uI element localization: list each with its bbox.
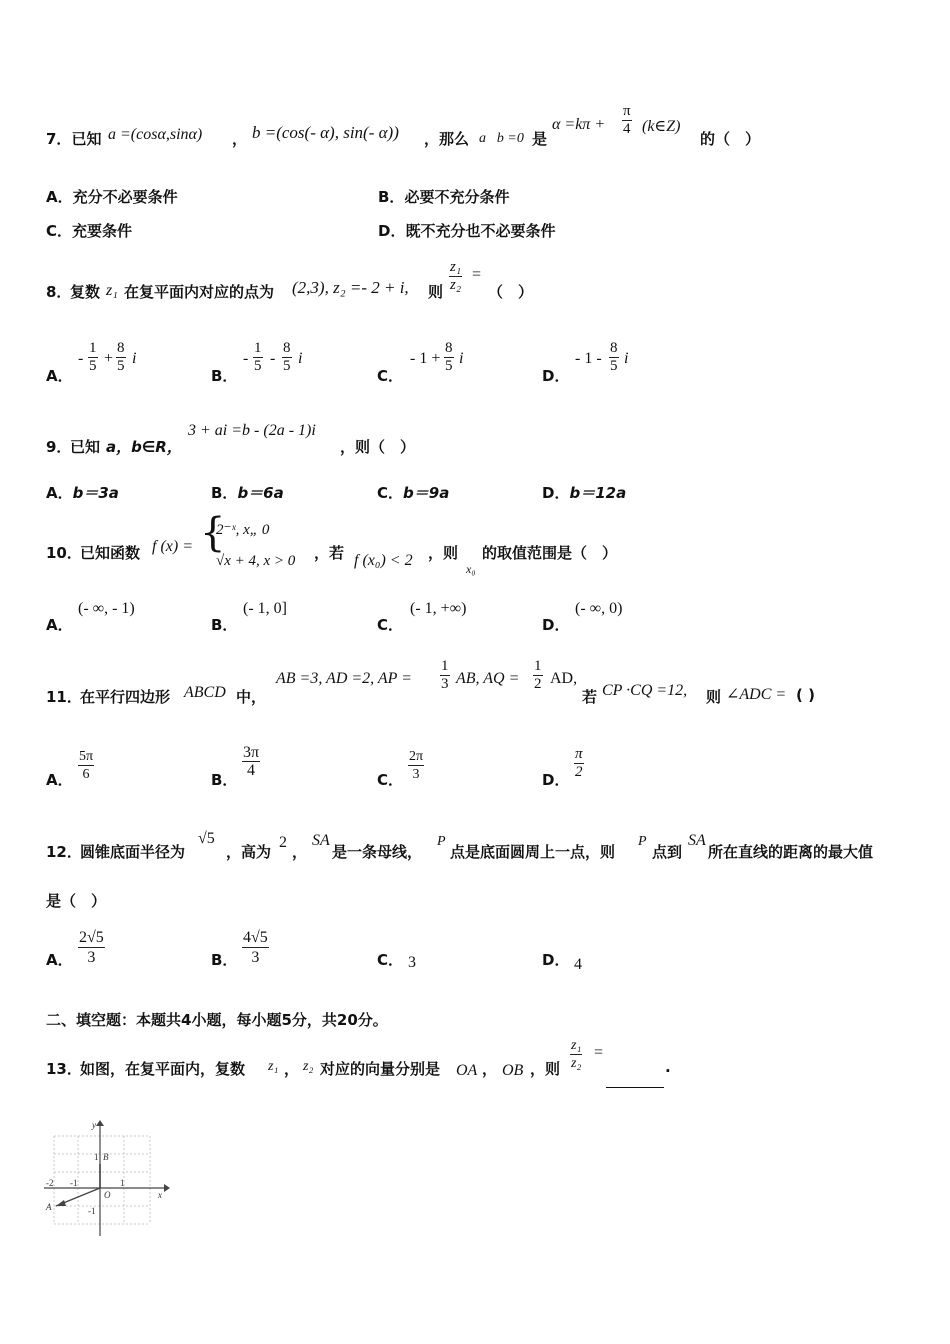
q13-period: . (665, 1058, 671, 1076)
frac-den: 5 (117, 358, 125, 374)
q13-ob: OB (502, 1062, 524, 1079)
frac-den: 5 (610, 358, 618, 374)
option-label: C． (377, 367, 404, 385)
frac-den: z₂ (571, 1056, 582, 1071)
option-label: B． (211, 616, 238, 634)
q7-option-d[interactable] (378, 220, 555, 241)
q8-num: 8． (46, 283, 72, 301)
option-frac2 (116, 340, 126, 375)
option-text: 既不充分也不必要条件 (405, 222, 556, 240)
q8-point: (2,3), z₂ =- 2 + i, (292, 278, 409, 297)
q9-option-b[interactable] (211, 482, 284, 503)
q7-text3: ，那么 (424, 130, 470, 148)
vector-oa-arrow-icon (56, 1200, 66, 1206)
q8-eq: = (472, 266, 482, 283)
frac-den: 2 (534, 676, 542, 692)
q7-alpha-expr: α =kπ + (552, 116, 606, 133)
option-text: (- 1, 0] (243, 600, 287, 617)
option-label: D． (542, 951, 570, 969)
option-text: 必要不充分条件 (404, 188, 510, 206)
option-i: i (459, 350, 464, 367)
frac-num: 1 (534, 658, 542, 674)
option-text: b＝9a (403, 484, 450, 502)
q13-fraction (570, 1037, 582, 1072)
option-frac (78, 928, 105, 967)
tick-1x: 1 (120, 1178, 125, 1188)
q11-text3: 若 (582, 688, 598, 706)
option-label: A． (46, 188, 73, 206)
q7-text4: 是 (532, 130, 548, 148)
frac-num: 2π (409, 749, 424, 764)
frac-den: 3 (251, 949, 260, 966)
option-label: C． (377, 951, 404, 969)
option-i: i (298, 350, 303, 367)
frac-num: 3π (243, 744, 260, 761)
option-label: D． (542, 771, 570, 789)
q7-line (46, 128, 101, 149)
option-label: D． (542, 616, 570, 634)
option-text: 充分不必要条件 (72, 188, 178, 206)
q7-pi-over-4 (622, 103, 632, 138)
option-label: A． (46, 771, 73, 789)
q10-text2: ，若 (314, 544, 345, 562)
frac-num: 5π (79, 749, 94, 764)
option-frac1 (88, 340, 98, 375)
frac-num: π (575, 746, 583, 762)
option-sign: - (243, 350, 249, 367)
q13-text3: ，则 (530, 1060, 561, 1078)
q12-sa: SA (312, 832, 330, 849)
frac-den: z₂ (450, 277, 462, 293)
option-text: 4 (574, 956, 582, 973)
frac-num: z₁ (450, 259, 462, 275)
option-i: i (624, 350, 629, 367)
option-text: (- 1, +∞) (410, 600, 467, 617)
q8-text1: 复数 (70, 283, 101, 301)
frac-den: 4 (247, 762, 256, 779)
frac-num: 8 (117, 340, 125, 356)
q9-option-c[interactable] (377, 482, 449, 503)
point-a-label: A (46, 1202, 52, 1212)
q12-radius: √5 (198, 830, 215, 847)
q7-vec-b: b =(cos(- α), sin(- α)) (252, 123, 399, 142)
option-label: A． (46, 951, 73, 969)
frac-den: 4 (623, 121, 631, 137)
option-frac (242, 744, 260, 779)
q11-num: 11． (46, 688, 82, 706)
origin-label: O (104, 1190, 111, 1200)
frac-num: π (623, 103, 631, 119)
option-label: C． (46, 222, 73, 240)
q8-fraction (449, 259, 462, 294)
q10-text3: ，则 (428, 544, 459, 562)
tick-neg1y: -1 (88, 1206, 96, 1216)
option-frac (609, 340, 619, 375)
q11-given1: AB =3, AD =2, AP = (276, 670, 412, 687)
q13-comma: ， (284, 1060, 300, 1078)
complex-plane-figure (40, 1118, 170, 1240)
q9-option-a[interactable] (46, 482, 119, 503)
q11-frac1 (440, 658, 450, 693)
option-frac2 (282, 340, 292, 375)
q7-cond: a⃞b =0 (479, 131, 524, 146)
q13-text2: 对应的向量分别是 (320, 1060, 441, 1078)
q10-case2: √x + 4, x > 0 (216, 553, 296, 569)
q10-case1: 2⁻ˣ, x„ 0 (216, 522, 270, 538)
option-text: (- ∞, 0) (575, 600, 623, 617)
q12-p: P (437, 834, 446, 849)
frac-den: 3 (412, 767, 420, 782)
q7-text2: ， (232, 130, 248, 148)
q12-text1: 圆锥底面半径为 (80, 843, 186, 861)
q8-paren: （ ） (488, 283, 534, 301)
frac-num: 4√5 (243, 929, 268, 946)
option-label: A． (46, 367, 73, 385)
option-sign: - (78, 350, 84, 367)
q11-abcd: ABCD (184, 684, 226, 701)
option-frac (78, 748, 94, 783)
q10-text4: 的取值范围是（ ） (482, 544, 618, 562)
q11-given3: AD, (550, 670, 578, 687)
option-label: D． (542, 367, 570, 385)
y-axis-arrow-icon (96, 1120, 104, 1126)
q10-x0: x₀ (466, 562, 476, 576)
option-label: A． (46, 484, 73, 502)
option-label: B． (211, 951, 238, 969)
grid (54, 1136, 150, 1224)
q7-text5: 的（ ） (700, 130, 761, 148)
option-label: B． (378, 188, 405, 206)
frac-num: 1 (441, 658, 449, 674)
option-op: + (104, 350, 114, 367)
q12-text3: ， (292, 843, 308, 861)
q12-sa2: SA (688, 832, 706, 849)
frac-num: 1 (89, 340, 97, 356)
q13-comma2: ， (482, 1060, 498, 1078)
q10-brace: { (200, 510, 226, 556)
q7-option-c[interactable] (46, 220, 132, 241)
q12-text5: 点是底面圆周上一点，则 (450, 843, 616, 861)
q11-text4: 则 (706, 688, 722, 706)
option-frac (408, 748, 424, 783)
option-label: C． (377, 484, 404, 502)
q7-k-in-z: (k∈Z) (642, 118, 681, 135)
q8-text3: 则 (428, 283, 444, 301)
frac-den: 3 (441, 676, 449, 692)
option-label: B． (211, 367, 238, 385)
option-frac (574, 746, 584, 781)
q10-num: 10． (46, 544, 82, 562)
point-b-label: B (103, 1152, 109, 1162)
frac-num: 8 (445, 340, 453, 356)
option-label: A． (46, 616, 73, 634)
q12-num: 12． (46, 843, 82, 861)
q11-text2: 中， (236, 688, 267, 706)
option-frac (242, 928, 269, 967)
frac-num: 2√5 (79, 929, 104, 946)
frac-num: z₁ (571, 1038, 582, 1053)
q9-vars: a，b∈R， (106, 438, 182, 456)
q12-text4: 是一条母线， (332, 843, 423, 861)
q9-option-d[interactable] (542, 482, 626, 503)
frac-den: 5 (283, 358, 291, 374)
option-text: 充要条件 (72, 222, 133, 240)
q7-option-a[interactable] (46, 186, 178, 207)
q13-text1: 如图，在复平面内，复数 (80, 1060, 246, 1078)
q13-num: 13． (46, 1060, 82, 1078)
option-text: b＝3a (72, 484, 119, 502)
option-label: B． (211, 484, 238, 502)
q11-text1: 在平行四边形 (80, 688, 171, 706)
option-i: i (132, 350, 137, 367)
q11-angle: ∠ADC = (726, 686, 787, 703)
q11-frac2 (533, 658, 543, 693)
option-label: B． (211, 771, 238, 789)
q13-z1: z₁ (268, 1059, 279, 1074)
q8-z1: z₁ (106, 282, 118, 299)
q12-text2: ，高为 (226, 843, 272, 861)
option-frac (444, 340, 454, 375)
q7-option-b[interactable] (378, 186, 509, 207)
option-label: D． (378, 222, 406, 240)
tick-neg2x: -2 (46, 1178, 54, 1188)
option-label: D． (542, 484, 570, 502)
q13-eq: = (594, 1044, 604, 1061)
option-prefix: - 1 - (575, 350, 602, 367)
q10-cond: f (x₀) < 2 (354, 552, 413, 569)
q11-dot: CP ·CQ =12, (602, 682, 688, 699)
q13-oa: OA (456, 1062, 478, 1079)
q12-text6: 点到 (652, 843, 683, 861)
q11-paren: ( ) (796, 686, 815, 704)
q10-fx: f (x) = (152, 538, 193, 555)
frac-num: 8 (610, 340, 618, 356)
q9-text1: 已知 (70, 438, 101, 456)
option-text: 3 (408, 954, 416, 971)
option-text: b＝12a (569, 484, 627, 502)
q12-p2: P (638, 834, 647, 849)
frac-num: 8 (283, 340, 291, 356)
q9-eq: 3 + ai =b - (2a - 1)i (188, 422, 316, 439)
frac-den: 6 (82, 767, 90, 782)
q8-text2: 在复平面内对应的点为 (124, 283, 275, 301)
frac-den: 2 (575, 764, 583, 780)
x-axis-arrow-icon (164, 1184, 170, 1192)
frac-den: 3 (87, 949, 96, 966)
q12-height: 2 (279, 834, 287, 851)
option-label: C． (377, 771, 404, 789)
q12-line2: 是（ ） (46, 892, 107, 910)
option-prefix: - 1 + (410, 350, 441, 367)
x-label: x (158, 1190, 162, 1200)
q13-z2: z₂ (303, 1059, 314, 1074)
frac-num: 1 (254, 340, 262, 356)
frac-den: 5 (445, 358, 453, 374)
option-label: C． (377, 616, 404, 634)
option-frac1 (253, 340, 263, 375)
q7-text1: 已知 (71, 130, 102, 148)
tick-1y: 1 (94, 1152, 99, 1162)
y-label: y (92, 1120, 96, 1130)
q7-vec-a: a =(cosα,sinα) (108, 126, 203, 143)
tick-neg1x: -1 (70, 1178, 78, 1188)
frac-den: 5 (89, 358, 97, 374)
option-op: - (270, 350, 276, 367)
question-number: 7． (46, 130, 72, 148)
frac-den: 5 (254, 358, 262, 374)
q10-text1: 已知函数 (80, 544, 141, 562)
q9-num: 9． (46, 438, 72, 456)
q13-answer-blank[interactable] (606, 1073, 664, 1092)
q12-text7: 所在直线的距离的最大值 (708, 843, 874, 861)
option-text: b＝6a (237, 484, 284, 502)
q11-given2: AB, AQ = (456, 670, 520, 687)
q9-text2: ，则（ ） (340, 438, 416, 456)
section-title: 二、填空题：本题共4小题，每小题5分，共20分。 (46, 1011, 388, 1029)
option-text: (- ∞, - 1) (78, 600, 135, 617)
